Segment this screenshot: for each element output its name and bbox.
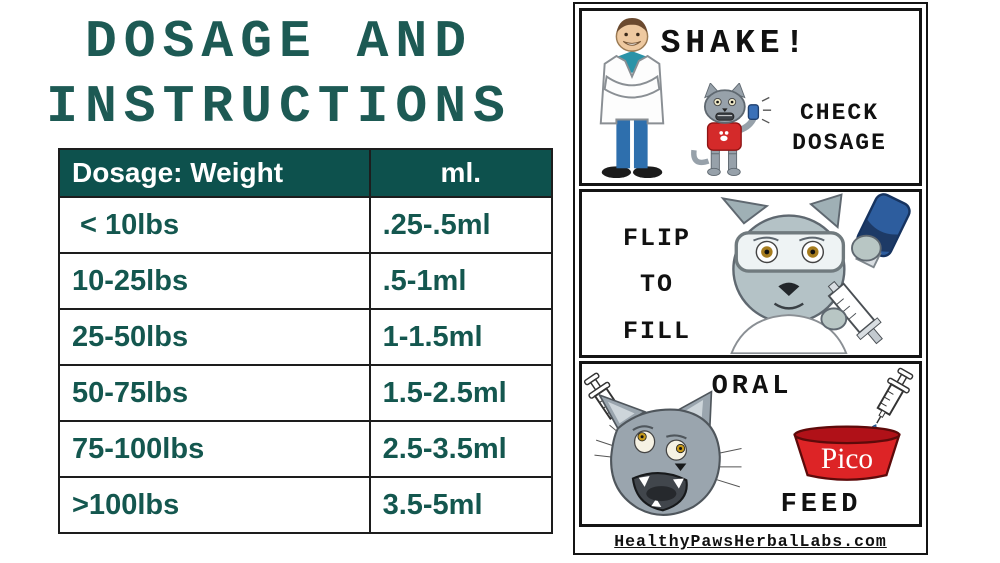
table-row xyxy=(59,365,552,421)
header-weight: Dosage: Weight xyxy=(59,149,370,197)
table-row xyxy=(59,253,552,309)
weight-cell: 50-75lbs xyxy=(59,365,370,421)
feed-title: FEED xyxy=(780,490,862,520)
check-dosage-note xyxy=(772,99,907,159)
weight-cell: < 10lbs xyxy=(59,197,370,253)
shake-title: SHAKE! xyxy=(660,25,810,62)
header-ml: ml. xyxy=(370,149,552,197)
step-oral-feed xyxy=(579,361,922,527)
website-footer xyxy=(579,532,922,551)
table-row xyxy=(59,477,552,533)
dosage-table xyxy=(58,148,553,534)
ml-cell: 1-1.5ml xyxy=(370,309,552,365)
oral-title: ORAL xyxy=(711,372,793,402)
table-row xyxy=(59,309,552,365)
weight-cell: 10-25lbs xyxy=(59,253,370,309)
page-title-line1: DOSAGE AND xyxy=(84,12,474,72)
ml-cell: 3.5-5ml xyxy=(370,477,552,533)
step-flip-to-fill xyxy=(579,189,922,358)
ml-cell: .25-.5ml xyxy=(370,197,552,253)
website-url: HealthyPawsHerbalLabs.com xyxy=(614,532,887,551)
page-title xyxy=(0,10,558,139)
table-header-row xyxy=(59,149,552,197)
screaming-cat-icon xyxy=(584,390,752,522)
ml-cell: 2.5-3.5ml xyxy=(370,421,552,477)
food-bowl-icon xyxy=(787,422,907,488)
shaking-cat-icon xyxy=(682,83,774,181)
page-title-line2: INSTRUCTIONS xyxy=(46,76,512,137)
flip-note-line3: FILL xyxy=(622,316,691,346)
check-note-line2: DOSAGE xyxy=(792,129,887,156)
instructions-panel xyxy=(573,2,928,555)
check-note-line1: CHECK xyxy=(799,100,879,126)
ml-cell: .5-1ml xyxy=(370,253,552,309)
table-row xyxy=(59,421,552,477)
flip-note-line1: FLIP xyxy=(622,224,691,253)
goggles-dog-with-syringe-icon xyxy=(698,192,918,354)
weight-cell: >100lbs xyxy=(59,477,370,533)
step-shake xyxy=(579,8,922,186)
table-row xyxy=(59,197,552,253)
flip-to-fill-note xyxy=(602,216,712,355)
bowl-label: Pico xyxy=(820,442,874,475)
weight-cell: 25-50lbs xyxy=(59,309,370,365)
ml-cell: 1.5-2.5ml xyxy=(370,365,552,421)
flip-note-line2: TO xyxy=(639,270,674,300)
weight-cell: 75-100lbs xyxy=(59,421,370,477)
